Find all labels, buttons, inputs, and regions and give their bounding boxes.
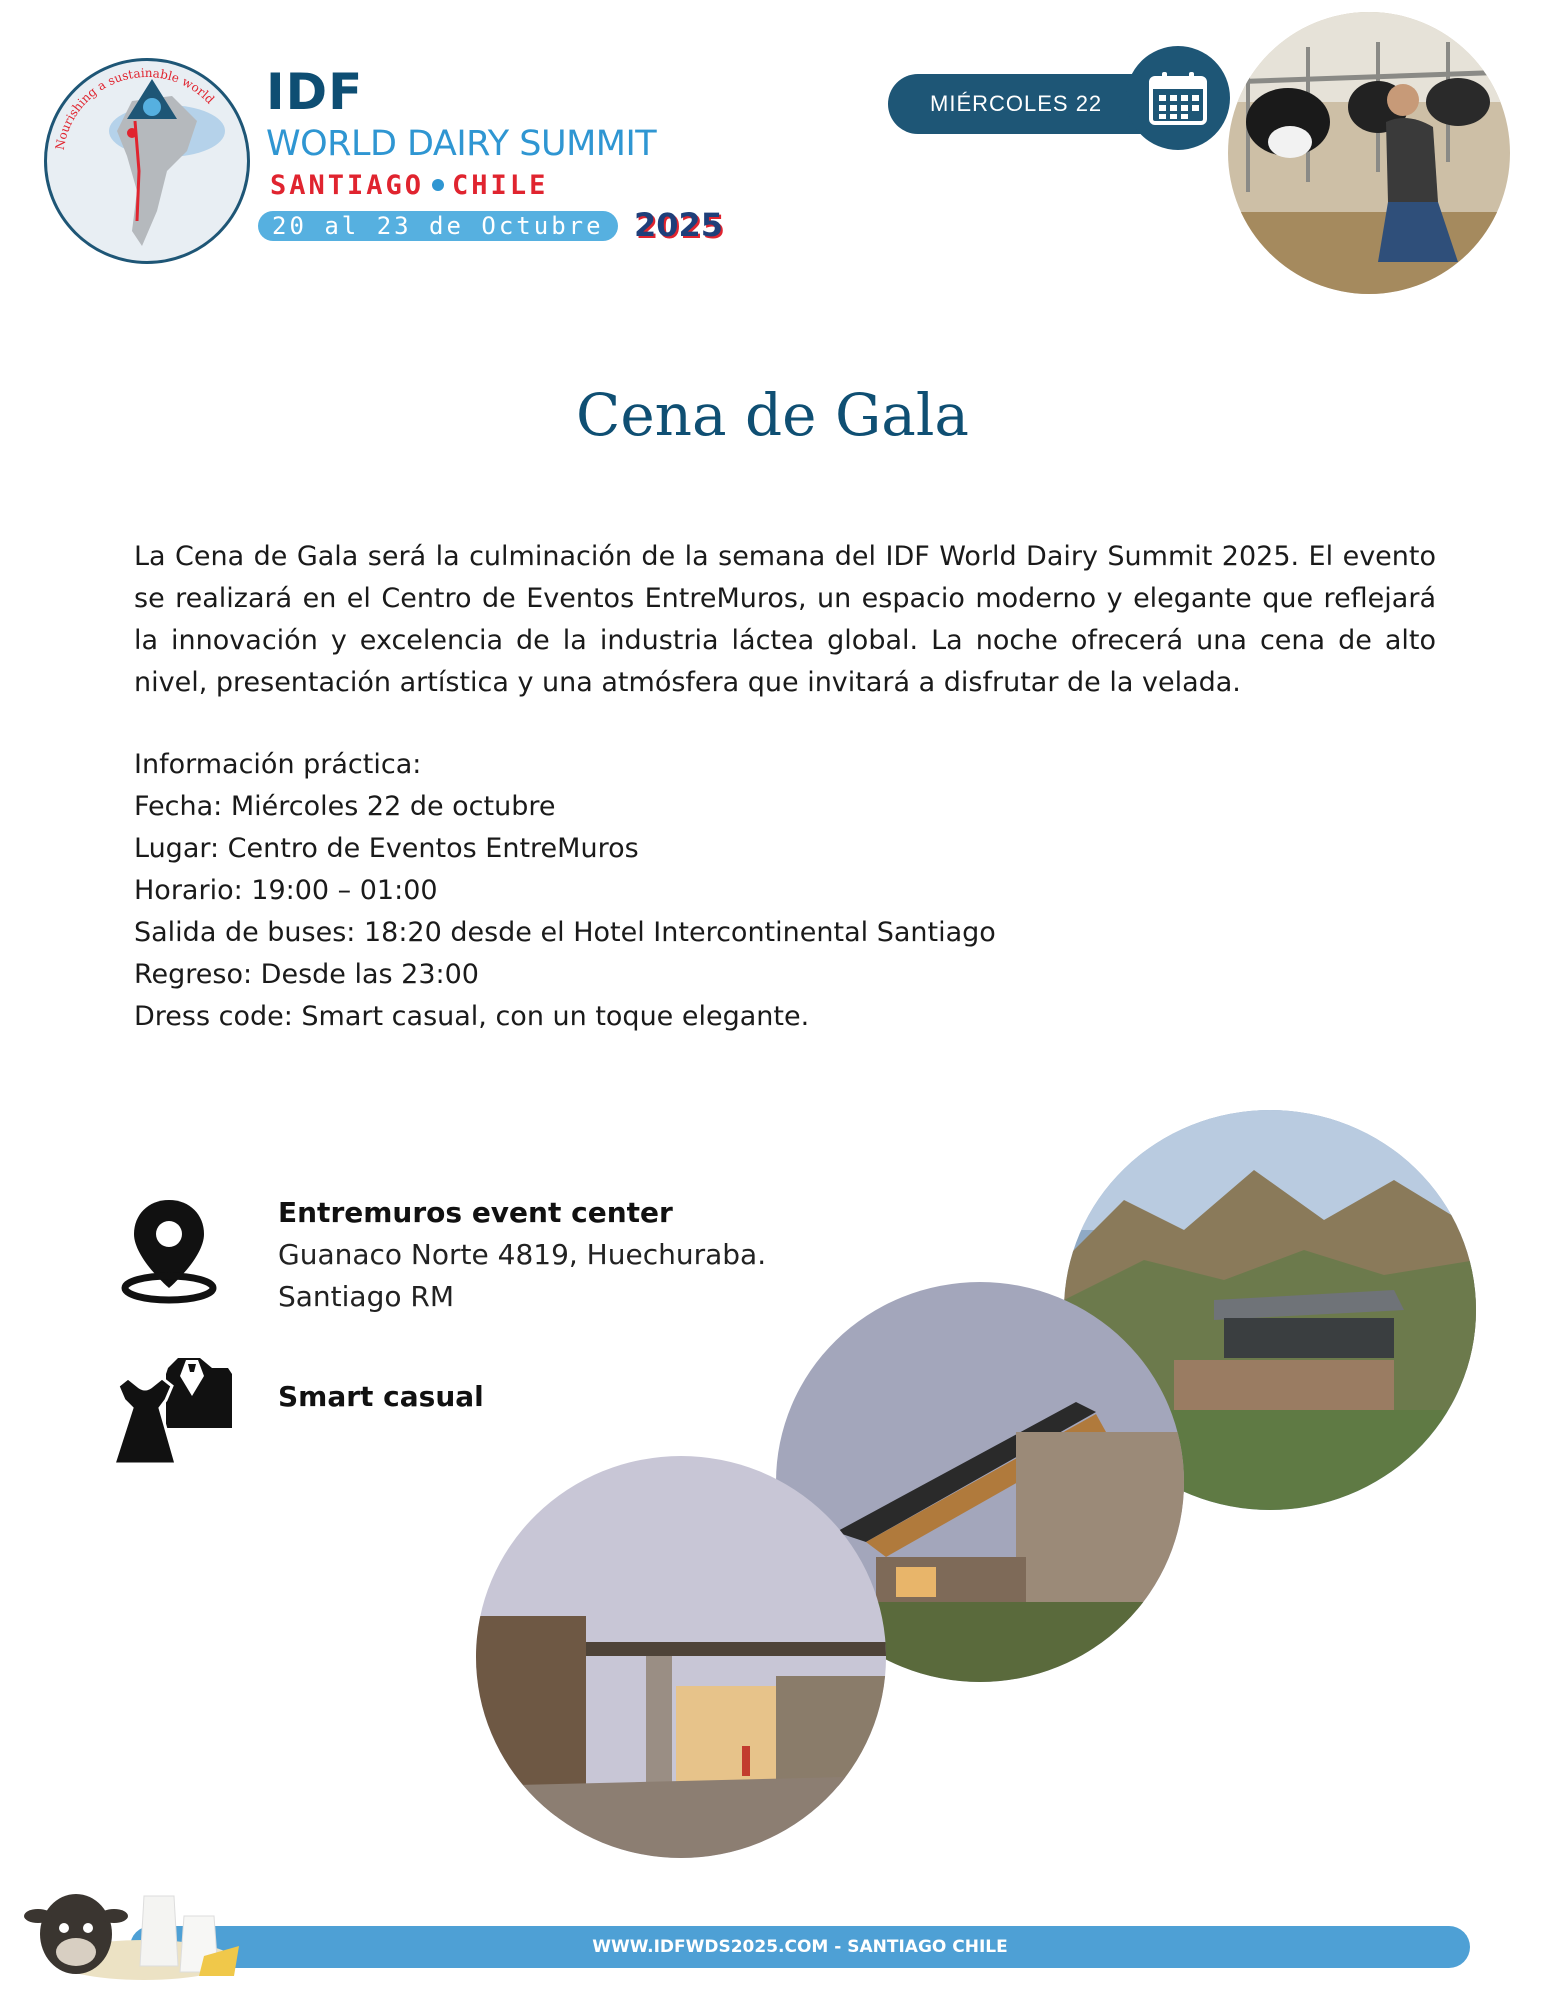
calendar-icon (1148, 70, 1208, 126)
footer-dairy-illustration (24, 1876, 244, 1986)
event-description: La Cena de Gala será la culminación de la semana del IDF World Dairy Summit 2025. El evento se realizará en el Centro de Eventos EntreMuros, un espacio moderno y elegante que reflejará la innovación y excelencia de la industria láctea global. La noche ofrecerá una cena de alto nivel, presentación artística y una atmósfera que invitará a disfrutar de la velada. (134, 541, 1436, 698)
logo-ring-text: Nourishing a sustainable world (52, 65, 218, 152)
south-america-map-icon (47, 61, 247, 261)
dot-separator (432, 179, 444, 191)
calendar-badge (1126, 46, 1230, 150)
day-label: MIÉRCOLES 22 (930, 91, 1103, 116)
logo-title: IDF (266, 63, 364, 121)
info-schedule: Horario: 19:00 – 01:00 (134, 875, 438, 906)
dress-code-label: Smart casual (278, 1380, 484, 1413)
info-dress-code: Dress code: Smart casual, con un toque elegante. (134, 1001, 810, 1032)
logo-location (270, 170, 548, 202)
page-title: Cena de Gala (575, 381, 969, 449)
logo-year: 2025 (634, 206, 724, 244)
venue-address-line1: Guanaco Norte 4819, Huechuraba. (278, 1238, 767, 1271)
venue-address (278, 1234, 766, 1318)
logo-subtitle: WORLD DAIRY SUMMIT (266, 124, 657, 164)
info-heading: Información práctica: (134, 749, 422, 780)
info-date: Fecha: Miércoles 22 de octubre (134, 791, 556, 822)
logo-emblem (44, 58, 250, 264)
location-pin-icon (120, 1196, 218, 1309)
info-return: Regreso: Desde las 23:00 (134, 959, 479, 990)
practical-info-list (134, 744, 996, 1038)
logo-city: SANTIAGO (270, 170, 425, 201)
dress-suit-icon (108, 1356, 238, 1485)
farm-photo (1228, 12, 1510, 294)
info-place: Lugar: Centro de Eventos EntreMuros (134, 833, 639, 864)
footer-bar (130, 1926, 1470, 1968)
venue-name: Entremuros event center (278, 1196, 673, 1229)
info-bus-departure: Salida de buses: 18:20 desde el Hotel Intercontinental Santiago (134, 917, 996, 948)
logo-country: CHILE (452, 170, 549, 201)
venue-photo-entrance (476, 1456, 886, 1858)
venue-address-line2: Santiago RM (278, 1280, 455, 1313)
footer-website[interactable]: WWW.IDFWDS2025.COM - SANTIAGO CHILE (592, 1937, 1008, 1957)
logo-dates: 20 al 23 de Octubre (258, 211, 618, 241)
